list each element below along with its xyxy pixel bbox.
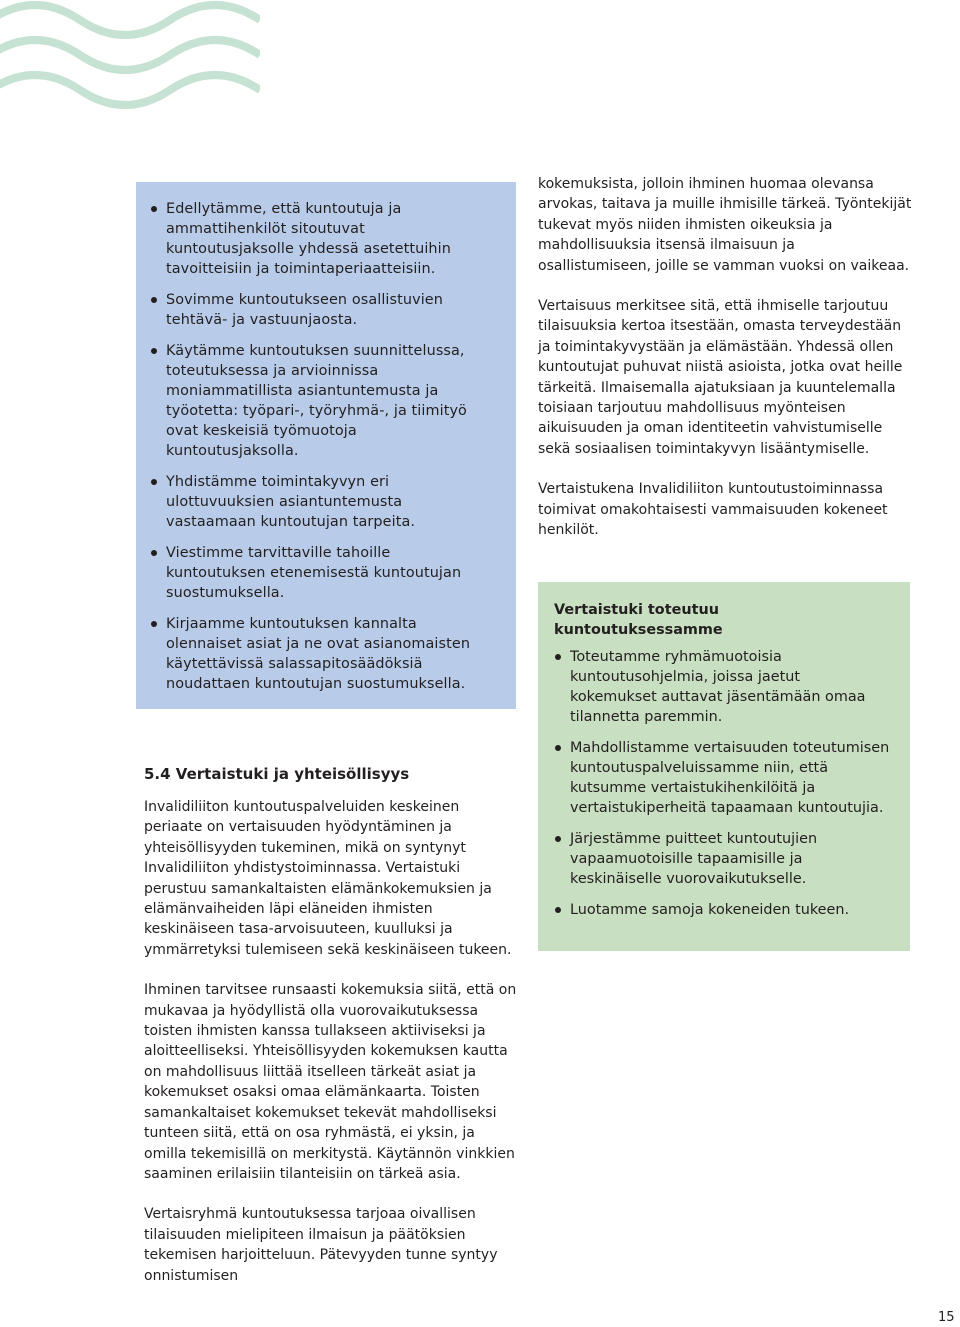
peer-support-item: Toteutamme ryhmämuotoisia kuntoutusohjelmia, joissa jaetut kokemukset auttavat jäsentämään omaa tilannetta paremmin. <box>554 647 890 727</box>
principle-item: Yhdistämme toimintakyvyn eri ulottuvuuksien asiantuntemusta vastaamaan kuntoutujan tarpeita. <box>150 472 492 532</box>
right-column <box>538 174 912 561</box>
body-paragraph: Invalidiliiton kuntoutuspalveluiden keskeinen periaate on vertaisuuden hyödyntäminen ja yhteisöllisyyden tukeminen, mikä on syntynyt Invalidiliiton yhdistystoiminnassa. Vertaistuki perustuu samankaltaisten elämänkokemuksien ja elämänvaiheiden läpi eläneiden ihmisten keskinäiseen tasa-arvoisuuteen, kuulluksi ja ymmärretyksi tulemiseen sekä keskinäiseen tukeen. <box>144 799 512 958</box>
page-number: 15 <box>938 1310 955 1325</box>
peer-support-list <box>554 647 890 920</box>
principle-item: Edellytämme, että kuntoutuja ja ammattihenkilöt sitoutuvat kuntoutusjaksolle yhdessä asetettuihin tavoitteisiin ja toimintaperiaatteisiin. <box>150 199 492 279</box>
body-paragraph: Vertaisuus merkitsee sitä, että ihmiselle tarjoutuu tilaisuuksia kertoa itsestään, omasta terveydestään ja toimintakyvystään ja elämästään. Yhdessä ollen kuntoutujat puhuvat niistä asioista, jotka ovat heille tärkeitä. Ilmaisemalla ajatuksiaan ja kuuntelemalla toisiaan tarjoutuu mahdollisuus myönteisen aikuisuuden ja oman identiteetin vahvistumiselle sekä sosiaalisen toimintakyvyn lisääntymiselle. <box>538 298 903 457</box>
body-paragraph: Ihminen tarvitsee runsaasti kokemuksia siitä, että on mukavaa ja hyödyllistä olla vuorovaikutuksessa toisten ihmisten kanssa tullakseen aktiiviseksi ja aloitteelliseksi. Yhteisöllisyyden kokemuksen kautta on mahdollisuus liittää itselleen tärkeät asiat ja kokemukset osaksi omaa elämänkaarta. Toisten samankaltaiset kokemukset tekevät mahdolliseksi tunteen siitä, että on osa ryhmästä, ei yksin, ja omilla tekemisillä on merkitystä. Käytännön vinkkien saaminen erilaisiin tilanteisiin on tärkeä asia. <box>144 982 517 1182</box>
wave-line-1 <box>0 5 260 35</box>
principles-list <box>150 199 492 694</box>
peer-support-item: Luotamme samoja kokeneiden tukeen. <box>554 900 890 920</box>
body-paragraph: Vertaistukena Invalidiliiton kuntoutustoiminnassa toimivat omakohtaisesti vammaisuuden kokeneet henkilöt. <box>538 481 888 539</box>
wave-line-3 <box>0 75 260 105</box>
principle-item: Kirjaamme kuntoutuksen kannalta olennaiset asiat ja ne ovat asianomaisten käytettävissä salassapitosäädöksiä noudattaen kuntoutujan suostumuksella. <box>150 614 492 694</box>
wave-line-2 <box>0 40 260 70</box>
principles-box <box>136 182 516 709</box>
peer-support-box <box>538 582 910 951</box>
principle-item: Käytämme kuntoutuksen suunnittelussa, toteutuksessa ja arvioinnissa moniammatillista asiantuntemusta ja työotetta: työpari-, työryhmä-, ja tiimityö ovat keskeisiä työmuotoja kuntoutusjaksolla. <box>150 341 492 461</box>
principle-item: Viestimme tarvittaville tahoille kuntoutuksen etenemisestä kuntoutujan suostumuksella. <box>150 543 492 603</box>
peer-support-item: Järjestämme puitteet kuntoutujien vapaamuotoisille tapaamisille ja keskinäiselle vuorovaikutukselle. <box>554 829 890 889</box>
peer-support-title: Vertaistuki toteutuu kuntoutuksessamme <box>554 602 723 638</box>
wave-decoration-icon <box>0 0 260 130</box>
section-title: 5.4 Vertaistuki ja yhteisöllisyys <box>144 765 410 783</box>
peer-support-item: Mahdollistamme vertaisuuden toteutumisen kuntoutuspalveluissamme niin, että kutsumme vertaistukihenkilöitä ja vertaistukiperheitä tapaamaan kuntoutujia. <box>554 738 890 818</box>
body-paragraph: kokemuksista, jolloin ihminen huomaa olevansa arvokas, taitava ja muille ihmisille tärkeä. Työntekijät tukevat myös niiden ihmisten oikeuksia ja mahdollisuuksia itsensä ilmaisuun ja osallistumiseen, joille se vamman vuoksi on vaikeaa. <box>538 176 912 274</box>
left-column <box>144 797 518 1306</box>
principle-item: Sovimme kuntoutukseen osallistuvien tehtävä- ja vastuunjaosta. <box>150 290 492 330</box>
body-paragraph: Vertaisryhmä kuntoutuksessa tarjoaa oivallisen tilaisuuden mielipiteen ilmaisun ja päätöksien tekemisen harjoitteluun. Pätevyyden tunne syntyy onnistumisen <box>144 1206 498 1284</box>
